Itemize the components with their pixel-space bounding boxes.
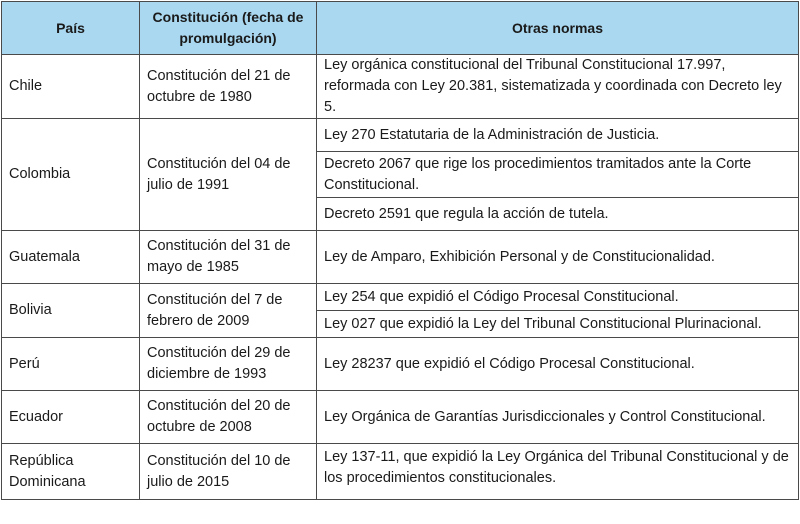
norm-cell: Decreto 2067 que rige los procedimientos tramitados ante la Corte Constitucional. — [317, 152, 799, 198]
norm-cell: Decreto 2591 que regula la acción de tutela. — [317, 198, 799, 231]
norm-cell: Ley 270 Estatutaria de la Administración de Justicia. — [317, 119, 799, 152]
norm-cell: Ley de Amparo, Exhibición Personal y de Constitucionalidad. — [317, 231, 799, 284]
norm-cell: Ley 28237 que expidió el Código Procesal Constitucional. — [317, 338, 799, 391]
constitutions-table — [1, 1, 799, 500]
norm-cell: Ley orgánica constitucional del Tribunal Constitucional 17.997, reformada con Ley 20.381, sistematizada y coordinada con Decreto ley 5. — [317, 55, 799, 119]
constitution-cell: Constitución del 31 de mayo de 1985 — [140, 231, 317, 284]
constitution-cell: Constitución del 04 de julio de 1991 — [140, 119, 317, 231]
country-cell: Chile — [2, 55, 140, 119]
table-row-chile — [2, 55, 799, 119]
table-row-peru — [2, 338, 799, 391]
header-country: País — [2, 2, 140, 55]
country-cell: Ecuador — [2, 391, 140, 444]
table-header-row — [2, 2, 799, 55]
norm-cell: Ley Orgánica de Garantías Jurisdiccionales y Control Constitucional. — [317, 391, 799, 444]
table-row-bolivia — [2, 284, 799, 311]
constitution-cell: Constitución del 10 de julio de 2015 — [140, 444, 317, 500]
header-other-norms: Otras normas — [317, 2, 799, 55]
table-row-guatemala — [2, 231, 799, 284]
table-row-republica-dominicana — [2, 444, 799, 500]
header-constitution: Constitución (fecha de promulgación) — [140, 2, 317, 55]
table-row-ecuador — [2, 391, 799, 444]
country-cell: Guatemala — [2, 231, 140, 284]
country-cell: Colombia — [2, 119, 140, 231]
constitution-cell: Constitución del 7 de febrero de 2009 — [140, 284, 317, 338]
norm-cell: Ley 027 que expidió la Ley del Tribunal Constitucional Plurinacional. — [317, 311, 799, 338]
norm-cell: Ley 254 que expidió el Código Procesal Constitucional. — [317, 284, 799, 311]
country-cell: Perú — [2, 338, 140, 391]
norm-cell: Ley 137-11, que expidió la Ley Orgánica del Tribunal Constitucional y de los procedimientos constitucionales. — [317, 444, 799, 500]
country-cell: Bolivia — [2, 284, 140, 338]
constitution-cell: Constitución del 29 de diciembre de 1993 — [140, 338, 317, 391]
table-row-colombia — [2, 119, 799, 152]
country-cell: República Dominicana — [2, 444, 140, 500]
constitution-cell: Constitución del 21 de octubre de 1980 — [140, 55, 317, 119]
constitution-cell: Constitución del 20 de octubre de 2008 — [140, 391, 317, 444]
